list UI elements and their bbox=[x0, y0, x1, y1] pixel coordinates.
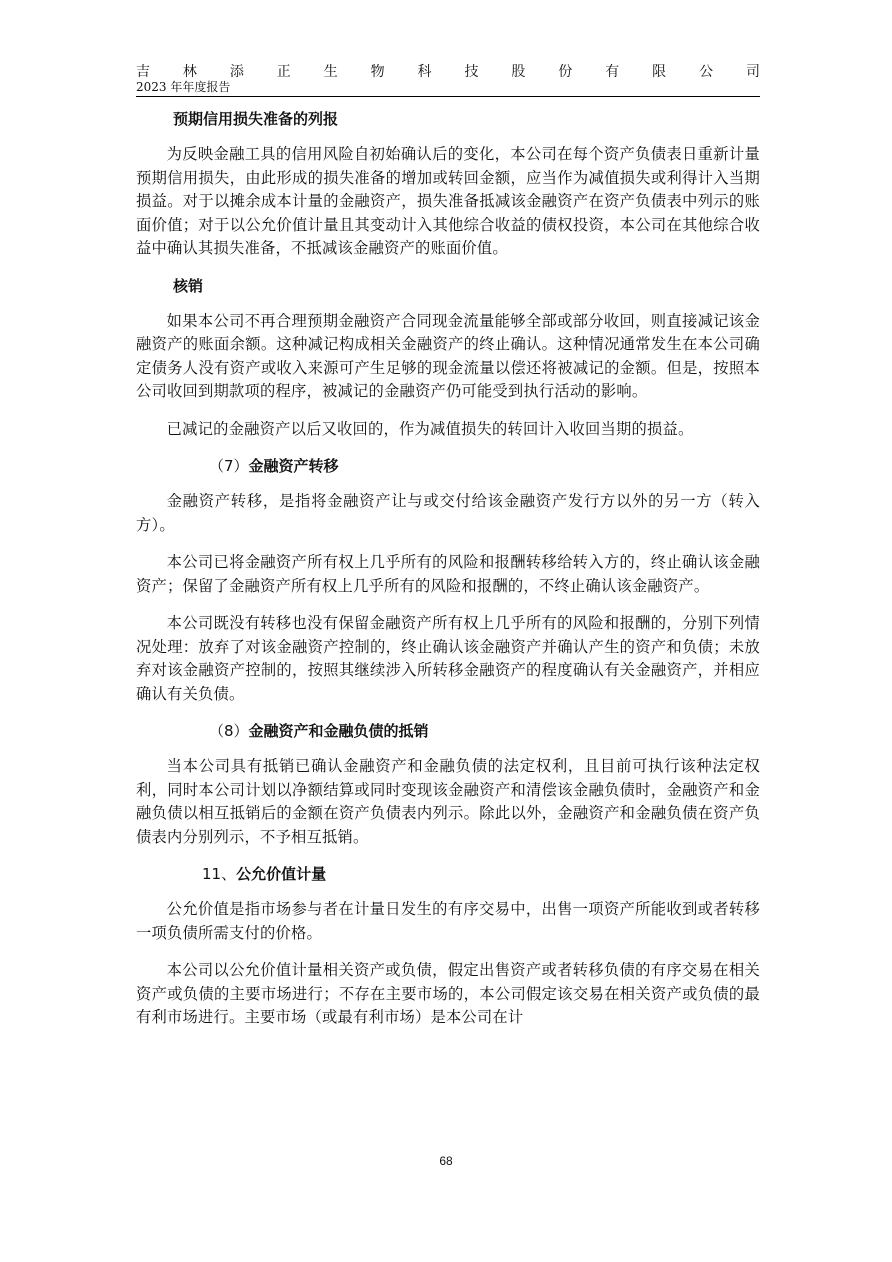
heading-number: （7） bbox=[209, 457, 249, 475]
heading-text: 公允价值计量 bbox=[236, 865, 327, 883]
company-char: 份 bbox=[558, 64, 573, 80]
company-char: 公 bbox=[699, 64, 714, 80]
section-heading: 核销 bbox=[173, 276, 204, 295]
company-char: 林 bbox=[182, 64, 197, 80]
heading-text: 金融资产转移 bbox=[248, 457, 339, 475]
section-heading: 预期信用损失准备的列报 bbox=[173, 110, 339, 128]
report-title: 2023 年年度报告 bbox=[136, 80, 231, 94]
page-content bbox=[136, 108, 760, 1044]
heading-number: 11、 bbox=[202, 865, 237, 883]
paragraph: 如果本公司不再合理预期金融资产合同现金流量能够全部或部分收回，则直接减记该金融资产的账面余额。这种减记构成相关金融资产的终止确认。这种情况通常发生在本公司确定债务人没有资产或收入来源可产生足够的现金流量以偿还将被减记的金额。但是，按照本公司收回到期款项的程序，被减记的金融资产仍可能受到执行活动的影响。 bbox=[136, 311, 760, 400]
page-number: 68 bbox=[439, 1154, 453, 1168]
company-name bbox=[136, 62, 760, 82]
company-char: 正 bbox=[276, 64, 291, 80]
paragraph: 金融资产转移，是指将金融资产让与或交付给该金融资产发行方以外的另一方（转入方）。 bbox=[136, 492, 760, 534]
paragraph: 已减记的金融资产以后又收回的，作为减值损失的转回计入收回当期的损益。 bbox=[166, 419, 694, 438]
paragraph: 为反映金融工具的信用风险自初始确认后的变化，本公司在每个资产负债表日重新计量预期信用损失，由此形成的损失准备的增加或转回金额，应当作为减值损失或利得计入当期损益。对于以摊余成本计量的金融资产，损失准备抵减该金融资产在资产负债表中列示的账面价值；对于以公允价值计量且其变动计入其他综合收益的债权投资，本公司在其他综合收益中确认其损失准备，不抵减该金融资产的账面价值。 bbox=[136, 145, 760, 257]
paragraph: 本公司已将金融资产所有权上几乎所有的风险和报酬转移给转入方的，终止确认该金融资产；保留了金融资产所有权上几乎所有的风险和报酬的，不终止确认该金融资产。 bbox=[136, 553, 760, 595]
company-char: 技 bbox=[464, 64, 479, 80]
company-char: 生 bbox=[323, 64, 338, 80]
company-char: 有 bbox=[605, 64, 620, 80]
company-char: 限 bbox=[652, 64, 667, 80]
company-char: 物 bbox=[370, 64, 385, 80]
paragraph: 公允价值是指市场参与者在计量日发生的有序交易中，出售一项资产所能收到或者转移一项负债所需支付的价格。 bbox=[136, 900, 760, 942]
company-char: 添 bbox=[229, 64, 244, 80]
company-char: 股 bbox=[511, 64, 526, 80]
company-char: 司 bbox=[745, 64, 760, 80]
paragraph: 本公司以公允价值计量相关资产或负债，假定出售资产或者转移负债的有序交易在相关资产或负债的主要市场进行；不存在主要市场的，本公司假定该交易在相关资产或负债的最有利市场进行。主要市场（或最有利市场）是本公司在计 bbox=[136, 961, 760, 1026]
heading-number: （8） bbox=[209, 722, 249, 740]
section-heading bbox=[136, 863, 760, 885]
paragraph: 本公司既没有转移也没有保留金融资产所有权上几乎所有的风险和报酬的，分别下列情况处理：放弃了对该金融资产控制的，终止确认该金融资产并确认产生的资产和负债；未放弃对该金融资产控制的，按照其继续涉入所转移金融资产的程度确认有关金融资产，并相应确认有关负债。 bbox=[136, 614, 760, 703]
section-heading bbox=[136, 455, 760, 477]
paragraph: 当本公司具有抵销已确认金融资产和金融负债的法定权利，且目前可执行该种法定权利，同时本公司计划以净额结算或同时变现该金融资产和清偿该金融负债时，金融资产和金融负债以相互抵销后的金额在资产负债表内列示。除此以外，金融资产和金融负债在资产负债表内分别列示，不予相互抵销。 bbox=[136, 757, 760, 846]
company-char: 科 bbox=[417, 64, 432, 80]
company-char: 吉 bbox=[136, 64, 150, 80]
page-header bbox=[136, 62, 760, 97]
section-heading bbox=[136, 720, 760, 742]
heading-text: 金融资产和金融负债的抵销 bbox=[248, 722, 429, 740]
header-rule bbox=[136, 96, 760, 97]
